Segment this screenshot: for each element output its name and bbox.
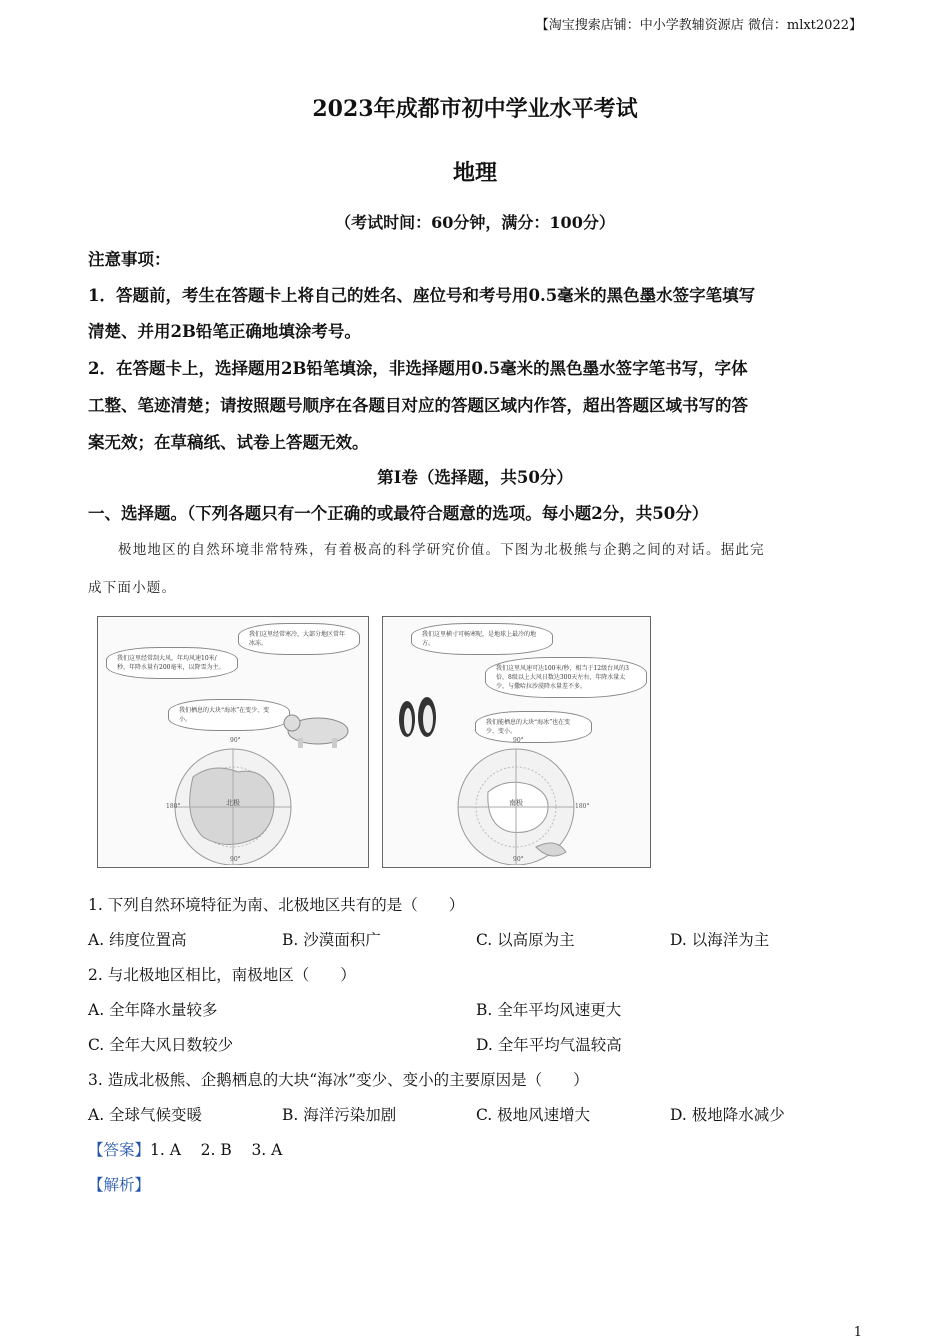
arctic-bubble-1: 我们这里经常寒冷，大部分地区常年冰冻。	[238, 623, 360, 655]
antarctic-pole-label: 南极	[509, 799, 523, 807]
penguin-icon	[393, 693, 447, 741]
antarctic-bubble-2: 我们这里风速可达100米/秒，相当于12级台风的3倍，8级以上大风日数达300天左右，年降水量太少，与撒哈拉沙漠降水量差不多。	[485, 657, 647, 698]
question-2-option-d: D. 全年平均气温较高	[476, 1036, 622, 1054]
notice-item1-line1: 1．答题前，考生在答题卡上将自己的姓名、座位号和考号用0.5毫米的黑色墨水签字笔填写	[88, 286, 756, 305]
notice-item2-line3: 案无效；在草稿纸、试卷上答题无效。	[88, 433, 369, 452]
question-3-stem: 3. 造成北极熊、企鹅栖息的大块“海冰”变少、变小的主要原因是（ ）	[88, 1071, 589, 1089]
question-1-option-d: D. 以海洋为主	[670, 931, 770, 949]
notice-item1-line2: 清楚、并用2B铅笔正确地填涂考号。	[88, 322, 361, 341]
question-3-option-a: A. 全球气候变暖	[88, 1106, 203, 1124]
section-one-heading: 一、选择题。（下列各题只有一个正确的或最符合题意的选项。每小题2分，共50分）	[88, 504, 709, 523]
arctic-deg-left: 180°	[166, 803, 181, 810]
answer-label: 【答案】	[88, 1141, 151, 1159]
antarctic-bubble-3: 我们能栖息的大块“海冰”也在变少、变小。	[475, 711, 592, 743]
answer-line	[88, 1138, 282, 1160]
question-2-stem: 2. 与北极地区相比，南极地区（ ）	[88, 966, 356, 984]
header-watermark: 【淘宝搜索店铺：中小学教辅资源店 微信：mlxt2022】	[535, 18, 862, 33]
arctic-bubble-2: 我们这里经常刮大风，年均风速10米/秒，年降水量有200毫米，以降雪为主。	[106, 647, 238, 679]
antarctic-deg-bottom: 90°	[513, 856, 524, 863]
question-2-option-b: B. 全年平均风速更大	[476, 1001, 622, 1019]
exam-info: （考试时间：60分钟，满分：100分）	[335, 213, 615, 232]
notice-item2-line2: 工整、笔迹清楚；请按照题号顺序在各题目对应的答题区域内作答，超出答题区域书写的答	[88, 396, 748, 415]
page-number: 1	[853, 1325, 862, 1340]
answer-text: 1. A 2. B 3. A	[150, 1141, 283, 1159]
question-2-option-c: C. 全年大风日数较少	[88, 1036, 234, 1054]
analysis-label: 【解析】	[88, 1176, 151, 1194]
subject-title: 地理	[452, 160, 497, 186]
antarctic-deg-right: 180°	[575, 803, 590, 810]
antarctic-figure	[382, 616, 651, 868]
question-3-option-b: B. 海洋污染加剧	[282, 1106, 397, 1124]
part-one-heading: 第Ⅰ卷（选择题，共50分）	[377, 468, 573, 487]
antarctic-deg-top: 90°	[513, 737, 524, 744]
question-1-option-c: C. 以高原为主	[476, 931, 575, 949]
notice-heading: 注意事项：	[88, 250, 171, 269]
notice-item2-line1: 2．在答题卡上，选择题用2B铅笔填涂，非选择题用0.5毫米的黑色墨水签字笔书写，字体	[88, 359, 748, 378]
arctic-deg-top: 90°	[230, 737, 241, 744]
intro-line2: 成下面小题。	[88, 580, 177, 596]
question-1-option-b: B. 沙漠面积广	[282, 931, 381, 949]
exam-title: 2023年成都市初中学业水平考试	[312, 96, 638, 122]
question-3-option-d: D. 极地降水减少	[670, 1106, 785, 1124]
question-3-option-c: C. 极地风速增大	[476, 1106, 591, 1124]
antarctic-bubble-1: 我们这里横寸可畅寒呢，是地球上最冷的地方。	[411, 623, 553, 655]
arctic-bubble-3: 我们栖息的大块“海冰”在变少、变小。	[168, 699, 290, 731]
question-1-stem: 1. 下列自然环境特征为南、北极地区共有的是（ ）	[88, 896, 465, 914]
question-2-option-a: A. 全年降水量较多	[88, 1001, 218, 1019]
arctic-pole-label: 北极	[226, 799, 240, 807]
arctic-deg-bottom: 90°	[230, 856, 241, 863]
intro-line1: 极地地区的自然环境非常特殊，有着极高的科学研究价值。下图为北极熊与企鹅之间的对话。据此完	[118, 542, 765, 558]
question-1-option-a: A. 纬度位置高	[88, 931, 187, 949]
arctic-figure	[97, 616, 369, 868]
